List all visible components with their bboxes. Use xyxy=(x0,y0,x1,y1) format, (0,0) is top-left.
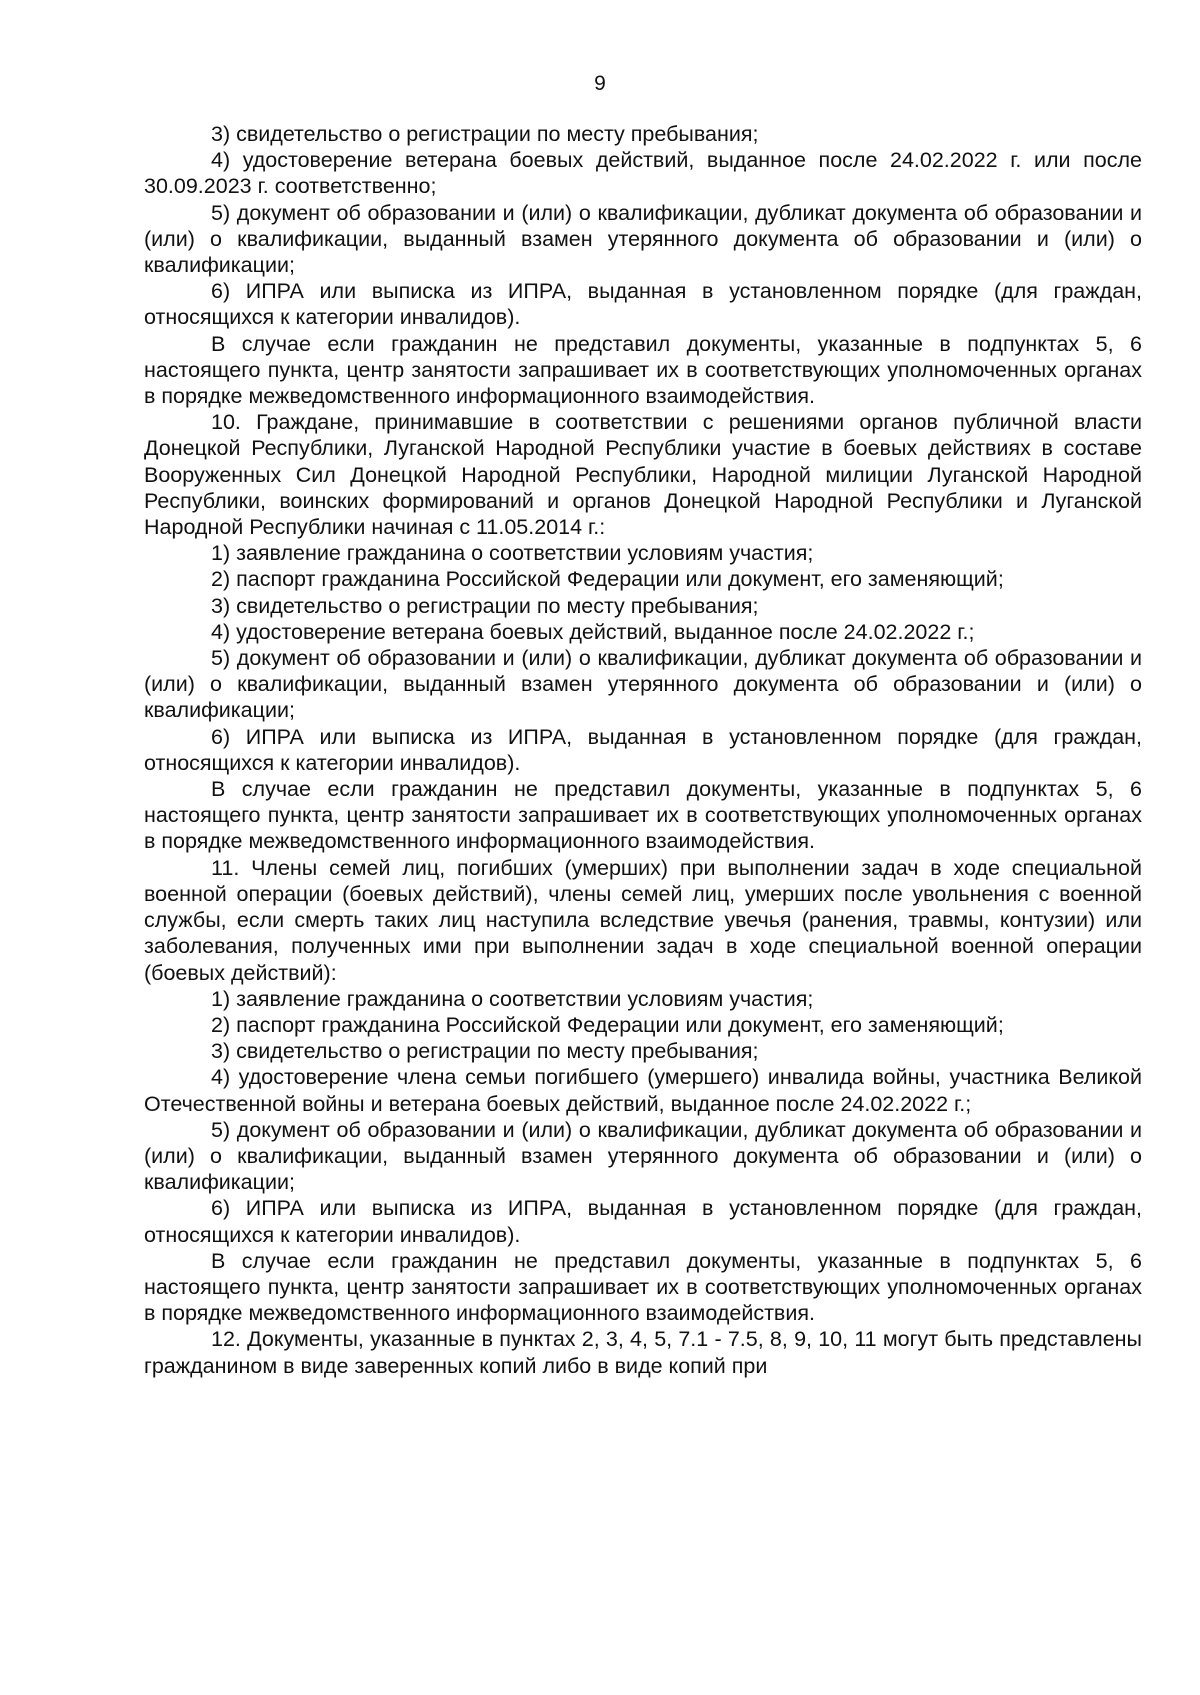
paragraph-item-2-passport: 2) паспорт гражданина Российской Федерации или документ, его заменяющий; xyxy=(211,1012,1004,1037)
paragraph-item-6-ipra: 6) ИПРА или выписка из ИПРА, выданная в установленном порядке (для граждан, относящихся к категории инвалидов). xyxy=(144,724,1142,775)
paragraph-item-5-education: 5) документ об образовании и (или) о квалификации, дубликат документа об образовании и (или) о квалификации, выданный взамен утерянного документа об образовании и (или) о квалификации; xyxy=(144,200,1142,278)
paragraph-item-4-veteran-id: 4) удостоверение ветерана боевых действий, выданное после 24.02.2022 г.; xyxy=(211,619,975,644)
paragraph-item-6-ipra: 6) ИПРА или выписка из ИПРА, выданная в установленном порядке (для граждан, относящихся к категории инвалидов). xyxy=(144,279,1142,330)
paragraph-item-3-registration: 3) свидетельство о регистрации по месту пребывания; xyxy=(211,122,759,146)
paragraph-item-3-registration: 3) свидетельство о регистрации по месту пребывания; xyxy=(211,1039,759,1064)
paragraph-interagency-note: В случае если гражданин не представил документы, указанные в подпунктах 5, 6 настоящего пункта, центр занятости запрашивает их в соответствующих уполномоченных органах в порядке межведомственного информационного взаимодействия. xyxy=(144,777,1142,854)
paragraph-clause-11: 11. Члены семей лиц, погибших (умерших) при выполнении задач в ходе специальной военной операции (боевых действий), члены семей лиц, умерших после увольнения с военной службы, если смерть таких лиц наступила вследствие увечья (ранения, травмы, контузии) или заболевания, полученных ими при выполнении задач в ходе специальной военной операции (боевых действий): xyxy=(144,855,1142,985)
paragraph-item-3-registration: 3) свидетельство о регистрации по месту пребывания; xyxy=(211,593,759,618)
paragraph-clause-12: 12. Документы, указанные в пунктах 2, 3, 4, 5, 7.1 - 7.5, 8, 9, 10, 11 могут быть представлены гражданином в виде заверенных копий либо в виде копий при xyxy=(144,1327,1142,1378)
paragraph-item-4-veteran-id: 4) удостоверение ветерана боевых действий, выданное после 24.02.2022 г. или после 30.09.2023 г. соответственно; xyxy=(144,148,1142,199)
paragraph-item-5-education: 5) документ об образовании и (или) о квалификации, дубликат документа об образовании и (или) о квалификации, выданный взамен утерянного документа об образовании и (или) о квалификации; xyxy=(144,646,1142,723)
paragraph-item-1-application: 1) заявление гражданина о соответствии условиям участия; xyxy=(211,541,814,566)
document-body xyxy=(144,121,1142,1379)
paragraph-item-6-ipra: 6) ИПРА или выписка из ИПРА, выданная в установленном порядке (для граждан, относящихся к категории инвалидов). xyxy=(144,1196,1142,1247)
paragraph-item-1-application: 1) заявление гражданина о соответствии условиям участия; xyxy=(211,986,814,1011)
paragraph-clause-10: 10. Граждане, принимавшие в соответствии с решениями органов публичной власти Донецкой Республики, Луганской Народной Республики участие в боевых действиях в составе Вооруженных Сил Донецкой Народной Республики, Народной милиции Луганской Народной Республики, воинских формирований и органов Донецкой Народной Республики и Луганской Народной Республики начиная с 11.05.2014 г.: xyxy=(144,410,1142,540)
paragraph-item-2-passport: 2) паспорт гражданина Российской Федерации или документ, его заменяющий; xyxy=(211,567,1004,592)
page-number: 9 xyxy=(594,72,606,95)
paragraph-item-4-family-member-id: 4) удостоверение члена семьи погибшего (умершего) инвалида войны, участника Великой Отечественной войны и ветерана боевых действий, выданное после 24.02.2022 г.; xyxy=(144,1065,1142,1116)
paragraph-interagency-note: В случае если гражданин не представил документы, указанные в подпунктах 5, 6 настоящего пункта, центр занятости запрашивает их в соответствующих уполномоченных органах в порядке межведомственного информационного взаимодействия. xyxy=(144,1248,1142,1326)
paragraph-item-5-education: 5) документ об образовании и (или) о квалификации, дубликат документа об образовании и (или) о квалификации, выданный взамен утерянного документа об образовании и (или) о квалификации; xyxy=(144,1117,1142,1195)
paragraph-interagency-note: В случае если гражданин не представил документы, указанные в подпунктах 5, 6 настоящего пункта, центр занятости запрашивает их в соответствующих уполномоченных органах в порядке межведомственного информационного взаимодействия. xyxy=(144,331,1142,409)
